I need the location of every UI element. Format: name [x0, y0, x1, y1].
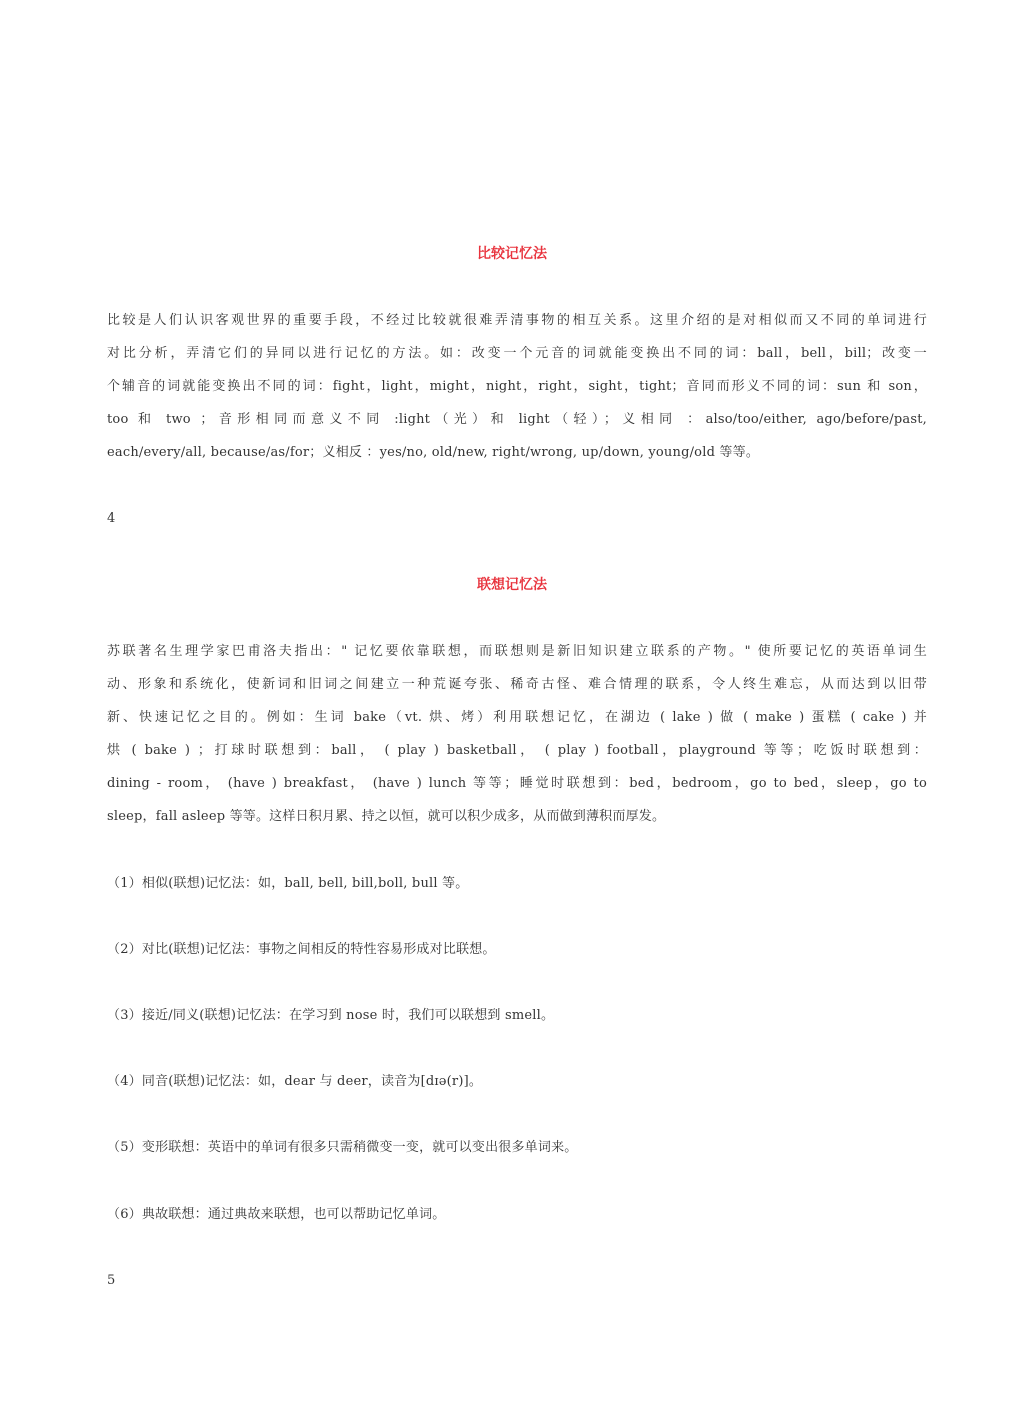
paragraph-line: each/every/all, because/as/for；义相反 ：yes/no, old/new, right/wrong, up/down, young/old 等等。	[107, 445, 760, 460]
paragraph-line: sleep，fall asleep 等等。这样日积月累、持之以恒，就可以积少成多，从而做到薄积而厚发。	[107, 809, 666, 824]
section-title-association: 联想记忆法	[477, 577, 547, 593]
paragraph-line: 苏联著名生理学家巴甫洛夫指出：" 记忆要依靠联想，而联想则是新旧知识建立联系的产物。" 使所要记忆的英语单词生	[107, 644, 927, 659]
paragraph-comparison	[107, 304, 927, 469]
paragraph-line: dining - room， (have ) breakfast， (have ) lunch 等等；睡觉时联想到：bed，bedroom，go to bed，sleep，go to	[107, 776, 927, 791]
page-number: 5	[107, 1273, 116, 1288]
list-item-proximity: （3）接近/同义(联想)记忆法：在学习到 nose 时，我们可以联想到 smell。	[107, 1008, 555, 1023]
paragraph-line: 个辅音的词就能变换出不同的词：fight，light，might，night，right，sight，tight；音同而形义不同的词：sun 和 son，	[107, 379, 927, 394]
paragraph-line: 新、快速记忆之目的。例如：生词 bake（vt. 烘、烤）利用联想记忆，在湖边 ( lake ) 做 ( make ) 蛋糕 ( cake ) 并	[107, 710, 927, 725]
paragraph-line: 烘 ( bake ) ；打球时联想到：ball， ( play ) basketball， ( play ) football，playground 等等；吃饭时联想到：	[107, 743, 927, 758]
list-item-contrast: （2）对比(联想)记忆法：事物之间相反的特性容易形成对比联想。	[107, 942, 496, 957]
list-item-similar: （1）相似(联想)记忆法：如，ball, bell, bill,boll, bull 等。	[107, 876, 469, 891]
list-item-allusion: （6）典故联想：通过典故来联想，也可以帮助记忆单词。	[107, 1207, 446, 1222]
paragraph-line: 比较是人们认识客观世界的重要手段，不经过比较就很难弄清事物的相互关系。这里介绍的是对相似而又不同的单词进行	[107, 313, 927, 328]
page-number: 4	[107, 511, 116, 526]
list-item-transform: （5）变形联想：英语中的单词有很多只需稍微变一变，就可以变出很多单词来。	[107, 1140, 578, 1155]
paragraph-line: 对比分析，弄清它们的异同以进行记忆的方法。如：改变一个元音的词就能变换出不同的词：ball，bell，bill；改变一	[107, 346, 927, 361]
paragraph-line: 动、形象和系统化，使新词和旧词之间建立一种荒诞夸张、稀奇古怪、难合情理的联系，令人终生难忘，从而达到以旧带	[107, 677, 927, 692]
paragraph-association	[107, 635, 927, 833]
paragraph-line: too 和 two ；音形相同而意义不同 :light（光）和 light（轻）；义相同 ：also/too/either, ago/before/past,	[107, 412, 927, 427]
section-title-comparison: 比较记忆法	[477, 246, 547, 262]
list-item-homophone: （4）同音(联想)记忆法：如，dear 与 deer，读音为[dɪə(r)]。	[107, 1074, 483, 1089]
